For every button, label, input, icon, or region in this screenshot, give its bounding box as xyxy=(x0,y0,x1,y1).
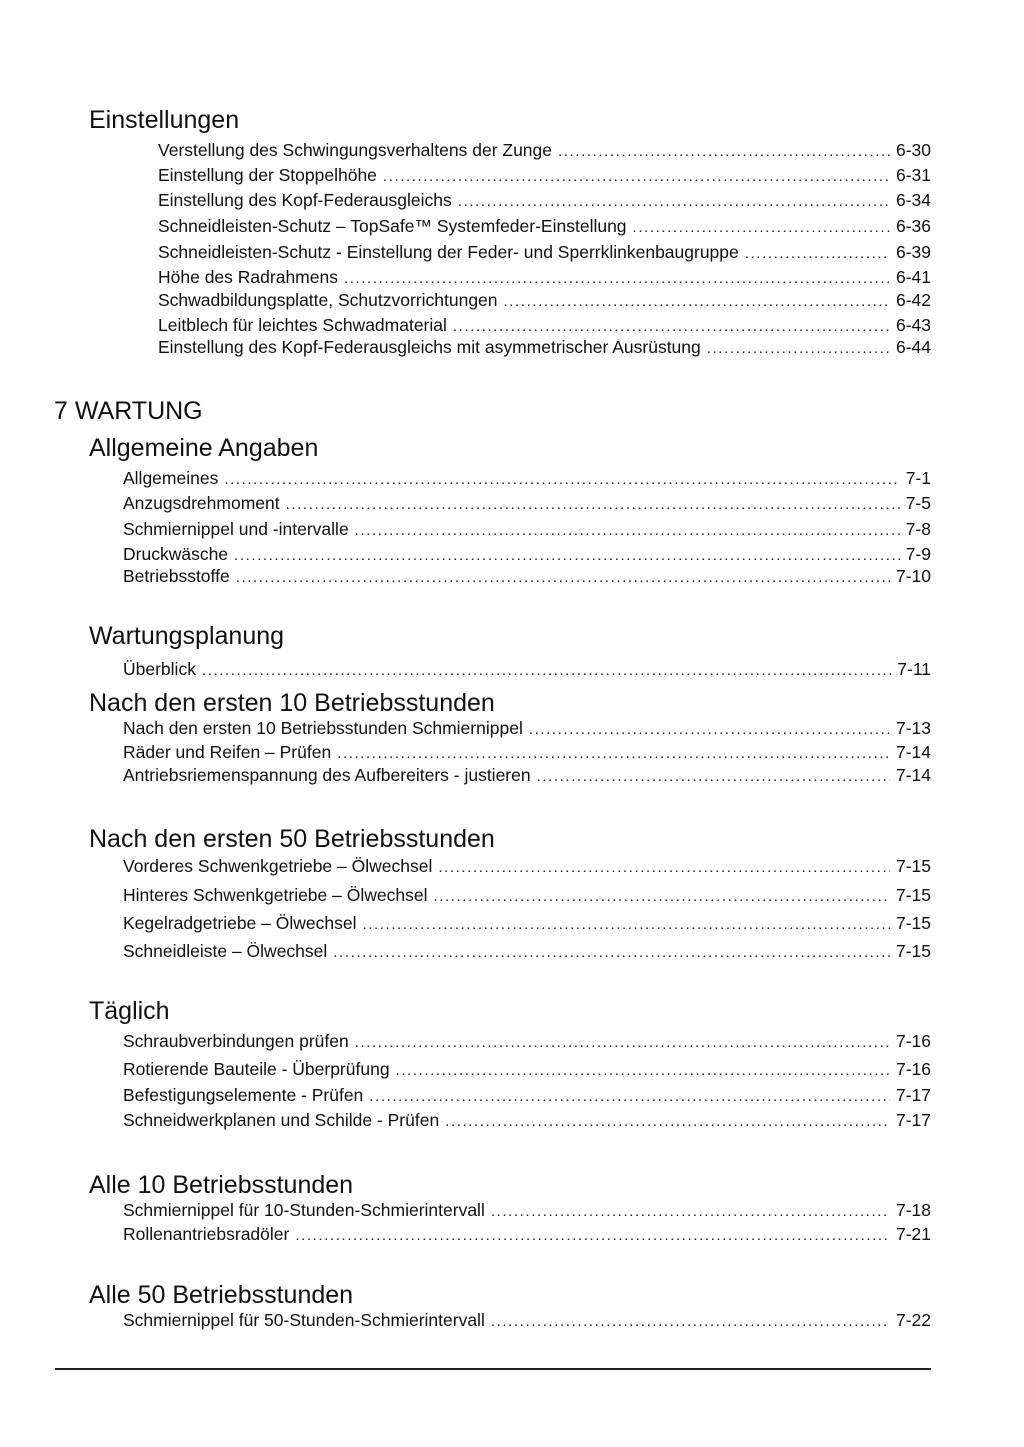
toc-entry[interactable] xyxy=(123,1108,931,1132)
toc-entry[interactable] xyxy=(123,1198,931,1222)
toc-entry[interactable] xyxy=(123,657,931,681)
toc-page-number: 7-16 xyxy=(895,1059,931,1079)
toc-entry-text: Rotierende Bauteile - Überprüfung xyxy=(123,1059,390,1079)
toc-page-number: 6-34 xyxy=(895,190,931,210)
toc-entry-text: Kegelradgetriebe – Ölwechsel xyxy=(123,913,357,933)
toc-entry[interactable] xyxy=(123,466,931,490)
toc-entry[interactable] xyxy=(158,163,931,187)
toc-entry[interactable] xyxy=(158,138,931,162)
toc-entry-text: Anzugsdrehmoment xyxy=(123,493,280,513)
toc-entry[interactable] xyxy=(158,313,931,337)
toc-page-number: 6-36 xyxy=(895,216,931,236)
toc-entry-text: Schneidwerkplanen und Schilde - Prüfen xyxy=(123,1110,440,1130)
dot-leader xyxy=(355,1031,890,1055)
dot-leader xyxy=(491,1310,890,1334)
dot-leader xyxy=(362,913,889,937)
section-title-wartungsplanung: Wartungsplanung xyxy=(89,622,285,650)
toc-entry[interactable] xyxy=(158,188,931,212)
dot-leader xyxy=(491,1200,890,1224)
toc-page-number: 7-11 xyxy=(897,659,931,679)
toc-entry-text: Leitblech für leichtes Schwadmaterial xyxy=(158,315,447,335)
toc-entry-text: Befestigungselemente - Prüfen xyxy=(123,1085,364,1105)
toc-entry-text: Einstellung des Kopf-Federausgleichs mit asymmetrischer Ausrüstung xyxy=(158,337,701,357)
toc-entry-text: Hinteres Schwenkgetriebe – Ölwechsel xyxy=(123,885,428,905)
toc-entry[interactable] xyxy=(123,1057,931,1081)
toc-entry[interactable] xyxy=(158,335,931,359)
dot-leader xyxy=(369,1085,890,1109)
toc-entry[interactable] xyxy=(158,288,931,312)
dot-leader xyxy=(438,856,890,880)
toc-entry[interactable] xyxy=(158,214,931,238)
toc-entry[interactable] xyxy=(123,517,931,541)
chapter-title: 7 WARTUNG xyxy=(54,397,203,425)
toc-entry-text: Überblick xyxy=(123,659,196,679)
dot-leader xyxy=(537,765,890,789)
section-title-taeglich: Täglich xyxy=(89,997,170,1025)
toc-page-number: 6-31 xyxy=(895,165,931,185)
toc-entry[interactable] xyxy=(123,491,931,515)
dot-leader xyxy=(707,337,890,361)
dot-leader xyxy=(745,242,890,266)
toc-page-number: 7-21 xyxy=(895,1224,931,1244)
dot-leader xyxy=(445,1110,890,1134)
toc-entry[interactable] xyxy=(123,1308,931,1332)
toc-page-number: 7-15 xyxy=(895,913,931,933)
toc-page-number: 6-41 xyxy=(895,267,931,287)
dot-leader xyxy=(383,165,890,189)
toc-page-number: 6-43 xyxy=(895,315,931,335)
toc-entry[interactable] xyxy=(123,854,931,878)
toc-entry-text: Verstellung des Schwingungsverhaltens der Zunge xyxy=(158,140,552,160)
toc-page-number: 7-15 xyxy=(895,941,931,961)
toc-entry-text: Schmiernippel für 50-Stunden-Schmierintervall xyxy=(123,1310,485,1330)
toc-entry-text: Schneidleiste – Ölwechsel xyxy=(123,941,328,961)
toc-entry-text: Rollenantriebsradöler xyxy=(123,1224,290,1244)
toc-entry-text: Druckwäsche xyxy=(123,544,229,564)
toc-entry-text: Räder und Reifen – Prüfen xyxy=(123,742,332,762)
section-title-alle-50: Alle 50 Betriebsstunden xyxy=(89,1281,354,1309)
toc-entry-text: Allgemeines xyxy=(123,468,219,488)
footer-rule xyxy=(55,1368,931,1370)
toc-page-number: 6-44 xyxy=(895,337,931,357)
toc-page-number: 7-8 xyxy=(905,519,931,539)
toc-page-number: 7-15 xyxy=(895,856,931,876)
toc-entry[interactable] xyxy=(123,1029,931,1053)
toc-entry-text: Schneidleisten-Schutz – TopSafe™ Systemfeder-Einstellung xyxy=(158,216,627,236)
toc-page-number: 7-17 xyxy=(895,1110,931,1130)
dot-leader xyxy=(202,659,891,683)
dot-leader xyxy=(236,566,890,590)
dot-leader xyxy=(433,885,890,909)
toc-entry[interactable] xyxy=(158,240,931,264)
dot-leader xyxy=(458,190,890,214)
toc-entry[interactable] xyxy=(123,763,931,787)
toc-entry[interactable] xyxy=(123,542,931,566)
toc-entry-text: Betriebsstoffe xyxy=(123,566,230,586)
toc-page-number: 7-15 xyxy=(895,885,931,905)
dot-leader xyxy=(504,290,890,314)
section-title-erste-50: Nach den ersten 50 Betriebsstunden xyxy=(89,825,495,853)
dot-leader xyxy=(355,519,900,543)
dot-leader xyxy=(633,216,890,240)
toc-page-number: 7-17 xyxy=(895,1085,931,1105)
toc-entry-text: Nach den ersten 10 Betriebsstunden Schmiernippel xyxy=(123,718,523,738)
toc-page-number: 7-1 xyxy=(905,468,931,488)
toc-page-number: 7-13 xyxy=(895,718,931,738)
toc-entry-text: Schraubverbindungen prüfen xyxy=(123,1031,349,1051)
toc-entry[interactable] xyxy=(123,716,931,740)
toc-page-number: 7-22 xyxy=(895,1310,931,1330)
section-title-alle-10: Alle 10 Betriebsstunden xyxy=(89,1171,354,1199)
toc-page-number: 7-18 xyxy=(895,1200,931,1220)
toc-page-number: 7-5 xyxy=(905,493,931,513)
toc-page-number: 7-14 xyxy=(895,742,931,762)
toc-entry-text: Schneidleisten-Schutz - Einstellung der Feder- und Sperrklinkenbaugruppe xyxy=(158,242,739,262)
toc-page-number: 7-16 xyxy=(895,1031,931,1051)
dot-leader xyxy=(529,718,890,742)
toc-entry-text: Schwadbildungsplatte, Schutzvorrichtungen xyxy=(158,290,498,310)
dot-leader xyxy=(286,493,900,517)
toc-page-number: 6-39 xyxy=(895,242,931,262)
dot-leader xyxy=(333,941,890,965)
toc-page-number: 6-30 xyxy=(895,140,931,160)
toc-entry-text: Vorderes Schwenkgetriebe – Ölwechsel xyxy=(123,856,433,876)
dot-leader xyxy=(224,468,899,492)
toc-entry[interactable] xyxy=(123,911,931,935)
section-title-allgemeine-angaben: Allgemeine Angaben xyxy=(89,434,319,462)
toc-entry-text: Einstellung der Stoppelhöhe xyxy=(158,165,377,185)
toc-entry-text: Schmiernippel für 10-Stunden-Schmierintervall xyxy=(123,1200,485,1220)
toc-entry[interactable] xyxy=(123,939,931,963)
toc-page-number: 7-14 xyxy=(895,765,931,785)
toc-entry[interactable] xyxy=(123,740,931,764)
toc-entry-text: Antriebsriemenspannung des Aufbereiters - justieren xyxy=(123,765,531,785)
toc-entry-text: Schmiernippel und -intervalle xyxy=(123,519,349,539)
toc-entry[interactable] xyxy=(158,265,931,289)
dot-leader xyxy=(558,140,890,164)
toc-entry[interactable] xyxy=(123,1083,931,1107)
dot-leader xyxy=(396,1059,890,1083)
toc-page-number: 6-42 xyxy=(895,290,931,310)
toc-entry[interactable] xyxy=(123,564,931,588)
toc-page-number: 7-10 xyxy=(895,566,931,586)
toc-entry[interactable] xyxy=(123,883,931,907)
dot-leader xyxy=(295,1224,890,1248)
toc-entry-text: Höhe des Radrahmens xyxy=(158,267,338,287)
section-title-erste-10: Nach den ersten 10 Betriebsstunden xyxy=(89,689,495,717)
toc-entry-text: Einstellung des Kopf-Federausgleichs xyxy=(158,190,452,210)
section-title-einstellungen: Einstellungen xyxy=(89,106,240,134)
toc-page-number: 7-9 xyxy=(905,544,931,564)
toc-entry[interactable] xyxy=(123,1222,931,1246)
